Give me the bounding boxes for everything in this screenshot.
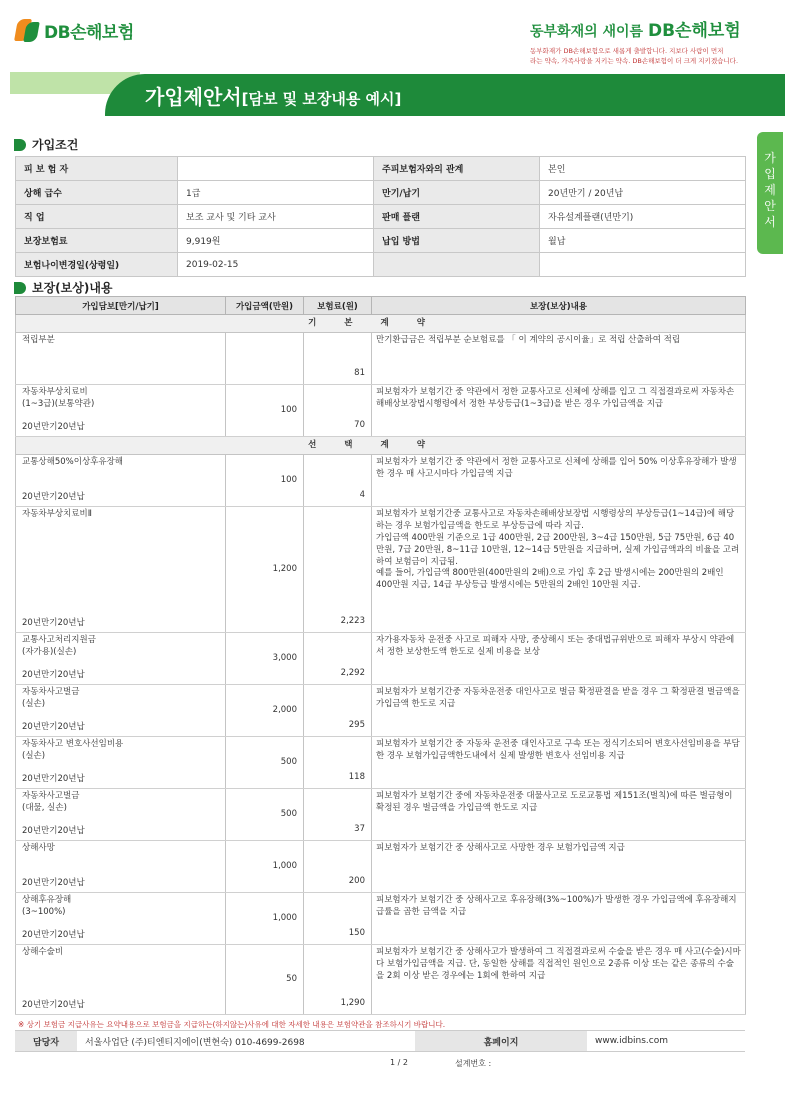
coverage-description: 피보험자가 보험기간 중 약관에서 정한 교통사고로 신체에 상해를 입고 그 직접결과로써 자동차손해배상보장법시행령에서 정한 부상등급(1~3급)을 받은 경우 가입금액을 지급	[372, 385, 746, 437]
condition-label: 납입 방법	[374, 229, 540, 253]
coverage-amount	[226, 333, 304, 385]
coverage-name-cell	[16, 455, 226, 507]
coverage-row	[16, 685, 746, 737]
condition-value: 1급	[178, 181, 374, 205]
coverage-description: 피보험자가 보험기간 중 상해사고가 발생하여 그 직접결과로써 수술을 받은 경우 매 사고(수술)시마다 보험가입금액을 지급. 단, 동일한 상해를 직접적인 원인으로 2종류 이상 또는 같은 종류의 수술을 2회 이상 받은 경우에는 1회에 한하여 지급	[372, 945, 746, 1015]
coverage-amount: 100	[226, 385, 304, 437]
coverage-row	[16, 507, 746, 633]
agent-label: 담당자	[15, 1031, 77, 1051]
serial-label: 설계번호 :	[455, 1059, 492, 1068]
side-tab-char: 입	[764, 167, 776, 181]
col-header-premium: 보험료(원)	[304, 297, 372, 315]
coverage-name: 자동차부상치료비 (1~3급)(보통약관)	[22, 387, 95, 409]
homepage-label: 홈페이지	[415, 1031, 587, 1051]
condition-label	[374, 253, 540, 277]
coverage-amount: 500	[226, 737, 304, 789]
coverage-row	[16, 737, 746, 789]
coverage-premium: 150	[304, 893, 372, 945]
coverage-amount: 1,000	[226, 893, 304, 945]
condition-value: 9,919원	[178, 229, 374, 253]
coverage-name-cell	[16, 385, 226, 437]
side-tab-char: 제	[764, 183, 776, 197]
coverage-table	[15, 296, 746, 1015]
coverage-row	[16, 333, 746, 385]
coverage-premium: 2,223	[304, 507, 372, 633]
coverage-term: 20년만기20년납	[22, 422, 85, 433]
condition-label: 상해 급수	[16, 181, 178, 205]
coverage-name-cell	[16, 945, 226, 1015]
condition-label: 직 업	[16, 205, 178, 229]
coverage-title: 보장(보상)내용	[32, 281, 113, 295]
contract-type-label: 선택계약	[16, 437, 746, 455]
coverage-term: 20년만기20년납	[22, 1000, 85, 1011]
condition-value: 20년만기 / 20년납	[540, 181, 746, 205]
coverage-name: 상해후유장해 (3~100%)	[22, 895, 72, 917]
condition-row	[16, 157, 746, 181]
condition-value: 본인	[540, 157, 746, 181]
coverage-name: 자동차부상치료비Ⅱ	[22, 509, 92, 519]
coverage-amount: 500	[226, 789, 304, 841]
contract-type-row	[16, 315, 746, 333]
page-number: 1 / 2	[390, 1058, 408, 1067]
coverage-description: 피보험자가 보험기간 중 상해사고로 사망한 경우 보험가입금액 지급	[372, 841, 746, 893]
condition-row	[16, 181, 746, 205]
side-tab-char: 가	[764, 151, 776, 165]
coverage-amount: 1,000	[226, 841, 304, 893]
coverage-premium: 4	[304, 455, 372, 507]
condition-value: 자유설계플랜(년만기)	[540, 205, 746, 229]
conditions-section-header	[14, 136, 78, 153]
coverage-term: 20년만기20년납	[22, 930, 85, 941]
coverage-row	[16, 455, 746, 507]
condition-row	[16, 205, 746, 229]
condition-label: 피 보 험 자	[16, 157, 178, 181]
coverage-premium: 70	[304, 385, 372, 437]
title-sub: [담보 및 보장내용 예시]	[241, 90, 402, 108]
coverage-name: 적립부분	[22, 335, 55, 345]
condition-value: 2019-02-15	[178, 253, 374, 277]
title-main: 가입제안서	[145, 85, 242, 109]
coverage-description: 만기환급금은 적립부분 순보험료를 「 이 계약의 공시이율」로 적립 산출하여 적립	[372, 333, 746, 385]
slogan-brand: DB손해보험	[647, 21, 741, 41]
brand-slogan-box	[530, 16, 770, 67]
slogan	[530, 16, 770, 41]
condition-label: 주피보험자와의 관계	[374, 157, 540, 181]
coverage-name: 자동차사고 변호사선임비용 (실손)	[22, 739, 124, 761]
db-logo	[16, 16, 134, 44]
slogan-sub-line-1: 동부화재가 DB손해보험으로 새롭게 출발합니다. 지보다 사람이 먼저	[530, 47, 724, 55]
coverage-description: 피보험자가 보험기간 중 상해사고로 후유장해(3%~100%)가 발생한 경우 가입금액에 후유장해지급률을 곱한 금액을 지급	[372, 893, 746, 945]
coverage-name-cell	[16, 507, 226, 633]
homepage-link[interactable]: www.idbins.com	[595, 1036, 669, 1046]
coverage-premium: 1,290	[304, 945, 372, 1015]
conditions-title: 가입조건	[32, 138, 79, 152]
db-logo-icon	[16, 16, 40, 44]
coverage-row	[16, 841, 746, 893]
condition-value: 보조 교사 및 기타 교사	[178, 205, 374, 229]
coverage-term: 20년만기20년납	[22, 618, 85, 629]
coverage-premium: 81	[304, 333, 372, 385]
coverage-term: 20년만기20년납	[22, 826, 85, 837]
coverage-premium: 118	[304, 737, 372, 789]
condition-row	[16, 253, 746, 277]
condition-label: 판매 플랜	[374, 205, 540, 229]
logo-text: DB손해보험	[44, 22, 134, 43]
slogan-prefix: 동부화재의 새이름	[530, 24, 644, 40]
coverage-amount: 100	[226, 455, 304, 507]
conditions-table	[15, 156, 746, 277]
coverage-amount: 1,200	[226, 507, 304, 633]
coverage-amount: 3,000	[226, 633, 304, 685]
title-banner	[0, 72, 800, 120]
coverage-row	[16, 893, 746, 945]
side-tab-char: 서	[764, 215, 776, 229]
coverage-premium: 2,292	[304, 633, 372, 685]
coverage-term: 20년만기20년납	[22, 774, 85, 785]
coverage-term: 20년만기20년납	[22, 492, 85, 503]
coverage-description: 피보험자가 보험기간중 자동차운전중 대인사고로 벌금 확정판결을 받을 경우 그 확정판결 벌금액을 가입금액 한도로 지급	[372, 685, 746, 737]
coverage-description: 피보험자가 보험기간 중 자동차 운전중 대인사고로 구속 또는 정식기소되어 변호사선임비용을 부담한 경우 보험가입금액한도내에서 실제 발생한 변호사 선임비용 지급	[372, 737, 746, 789]
side-tab	[757, 132, 783, 254]
coverage-row	[16, 385, 746, 437]
coverage-name: 자동차사고벌금 (실손)	[22, 687, 80, 709]
slogan-subtext	[530, 47, 770, 67]
coverage-name-cell	[16, 893, 226, 945]
coverage-name-cell	[16, 841, 226, 893]
condition-label: 만기/납기	[374, 181, 540, 205]
col-header-desc: 보장(보상)내용	[372, 297, 746, 315]
agent-value: 서울사업단 (주)티엔티지에이(변현숙) 010-4699-2698	[85, 1037, 305, 1048]
coverage-name: 교통상해50%이상후유장해	[22, 457, 124, 467]
coverage-name: 상해사망	[22, 843, 55, 853]
coverage-name-cell	[16, 333, 226, 385]
disclaimer-note: ※ 상기 보험금 지급사유는 요약내용으로 보험금을 지급하는(하지않는)사유에 대한 자세한 내용은 보험약관을 참조하시기 바랍니다.	[18, 1020, 446, 1029]
condition-value: 월납	[540, 229, 746, 253]
condition-value	[540, 253, 746, 277]
coverage-term: 20년만기20년납	[22, 670, 85, 681]
coverage-name: 상해수술비	[22, 947, 64, 957]
condition-label: 보험나이변경일(상령일)	[16, 253, 178, 277]
coverage-premium: 37	[304, 789, 372, 841]
side-tab-char: 안	[764, 199, 776, 213]
section-bullet-icon	[14, 139, 26, 151]
slogan-sub-line-2: 라는 약속, 가족사랑을 지키는 약속. DB손해보험이 더 크게 지키겠습니다.	[530, 56, 739, 65]
col-header-amount: 가입금액(만원)	[226, 297, 304, 315]
coverage-section-header	[14, 279, 113, 296]
coverage-row	[16, 945, 746, 1015]
coverage-description: 피보험자가 보험기간 중에 자동차운전중 대물사고로 도로교통법 제151조(벌칙)에 따른 벌금형이 확정된 경우 벌금액을 가입금액 한도로 지급	[372, 789, 746, 841]
section-bullet-icon	[14, 282, 26, 294]
coverage-amount: 50	[226, 945, 304, 1015]
coverage-name-cell	[16, 737, 226, 789]
coverage-description: 피보험자가 보험기간 중 약관에서 정한 교통사고로 신체에 상해를 입어 50% 이상후유장해가 발생한 경우 매 사고시마다 가입금액 지급	[372, 455, 746, 507]
condition-row	[16, 229, 746, 253]
condition-value	[178, 157, 374, 181]
contract-type-row	[16, 437, 746, 455]
coverage-name: 자동차사고벌금 (대물, 실손)	[22, 791, 80, 813]
coverage-term: 20년만기20년납	[22, 722, 85, 733]
contract-type-label: 기본계약	[16, 315, 746, 333]
coverage-name-cell	[16, 685, 226, 737]
page-title	[145, 81, 401, 110]
coverage-name-cell	[16, 633, 226, 685]
coverage-name-cell	[16, 789, 226, 841]
footer-bar	[15, 1030, 745, 1052]
coverage-amount: 2,000	[226, 685, 304, 737]
coverage-premium: 295	[304, 685, 372, 737]
col-header-name: 가입담보[만기/납기]	[16, 297, 226, 315]
coverage-row	[16, 789, 746, 841]
coverage-premium: 200	[304, 841, 372, 893]
coverage-term: 20년만기20년납	[22, 878, 85, 889]
coverage-name: 교통사고처리지원금 (자가용)(실손)	[22, 635, 96, 657]
condition-label: 보장보험료	[16, 229, 178, 253]
coverage-description: 자가용자동차 운전중 사고로 피해자 사망, 중상해시 또는 중대법규위반으로 피해자 부상시 약관에서 정한 보상한도액 한도로 실제 비용을 보상	[372, 633, 746, 685]
coverage-description: 피보험자가 보험기간중 교통사고로 자동차손해배상보장법 시행령상의 부상등급(1~14급)에 해당하는 경우 보험가입금액을 한도로 부상등급에 따라 지급. 가입금액 400만원 기준으로 1급 400만원, 2급 200만원, 3~4급 150만원, 5급 75만원, 6급 40만원, 7급 20만원, 8~11급 10만원, 12~14급 5만원을 지급하며, 실제 가입금액과의 비율을 고려하여 보험금이 지급됨. 예를 들어, 가입금액 800만원(400만원의 2배)으로 가입 후 2급 발생시에는 200만원의 2배인 400만원 지급, 14급 부상등급 발생시에는 5만원의 2배인 10만원 지급.	[372, 507, 746, 633]
coverage-row	[16, 633, 746, 685]
